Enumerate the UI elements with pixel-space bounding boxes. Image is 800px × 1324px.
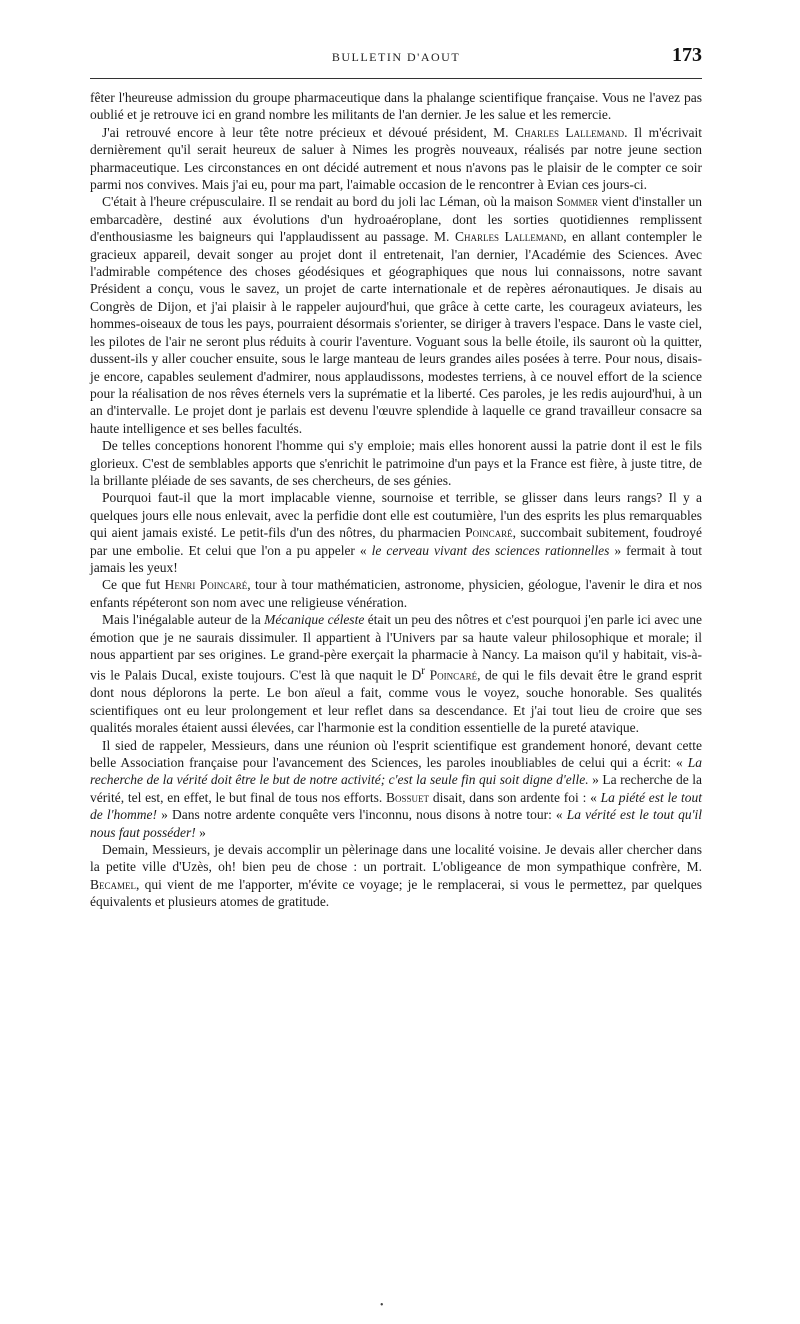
text-run: »	[195, 824, 206, 840]
text-run: » La recherche de la vérité, tel est, en effet, le but final de tous nos efforts.	[90, 772, 702, 805]
text-run: De telles conceptions honorent l'homme qui s'y emploie; mais elles honorent aussi la patrie dont il est le fils glorieux. C'est de semblables apports que s'enrichit le patrimoine d'un pays et la France est fière, à juste titre, de la brillante pléiade de ses savants, de ses chercheurs, de ses génies.	[90, 438, 702, 488]
paragraph	[90, 576, 702, 611]
text-run: J'ai retrouvé encore à leur tête notre précieux et dévoué président, M.	[102, 124, 515, 140]
text-run: Pourquoi faut-il que la mort implacable vienne, sournoise et terrible, se glisser dans leurs rangs? Il y a quelques jours elle nous enlevait, avec la perfidie dont elle est coutumière, l'un des esprits les plus remarquables qui aient jamais existé. Le petit-fils d'un des nôtres, du pharmacien	[90, 490, 702, 541]
text-run: . Il m'écrivait dernièrement qu'il serait heureux de saluer à Nimes les progrès nouveaux, réalisés par notre jeune section pharmaceutique. Les circonstances en ont décidé autrement et nous n'avons pas le plaisir de le compter ce soir parmi nos convives. Mais j'ai eu, pour ma part, l'aimable occasion de le rencontrer à Evian ces jours-ci.	[90, 124, 702, 193]
text-run: Demain, Messieurs, je devais accomplir un pèlerinage dans une localité voisine. Je devais aller chercher dans la petite ville d'Uzès, oh! bien peu de chose : un portrait. L'obligeance de mon sympathique confrère, M.	[90, 841, 702, 875]
body-text	[90, 89, 702, 911]
text-run: Il sied de rappeler, Messieurs, dans une réunion où l'esprit scientifique est grandement honoré, devant cette belle Association française pour l'avancement des Sciences, les paroles inoubliables de celui qui a écrit: «	[90, 737, 702, 770]
proper-name: Poincaré	[429, 667, 478, 683]
text-run: , de qui le fils devait être le grand esprit dont nous déplorons la perte. Le bon aïeul a fait, comme vous le voyez, souche honorable. Ses qualités scientifiques ont eu leur prolongement et leur reflet dans sa descendance. Et j'ai tout lieu de croire que ses qualités morales étaient aussi élevées, car l'harmonie est la condition essentielle de la pureté atavique.	[90, 667, 703, 736]
proper-name: Henri Poincaré	[164, 577, 248, 593]
text-run: fêter l'heureuse admission du groupe pharmaceutique dans la phalange scientifique française. Vous ne l'avez pas oublié et je retrouve ici en grand nombre les militants de l'an dernier. Je les salue et les remercie.	[90, 90, 702, 123]
proper-name: Becamel	[90, 876, 137, 892]
text-run: , tour à tour mathématicien, astronome, physicien, géologue, l'avenir le dira et nos enfants répéteront son nom avec une religieuse vénération.	[90, 577, 702, 610]
italic-text: La vérité est le tout qu'il nous faut posséder!	[90, 807, 702, 840]
text-run: » Dans notre ardente conquête vers l'inconnu, nous disons à notre tour: «	[156, 807, 567, 823]
paragraph	[90, 489, 702, 576]
paragraph	[90, 737, 702, 841]
text-run: C'était à l'heure crépusculaire. Il se rendait au bord du joli lac Léman, où la maison	[102, 194, 557, 210]
proper-name: Poincaré	[465, 525, 513, 541]
page	[90, 44, 702, 911]
paragraph	[90, 611, 702, 736]
italic-text: le cerveau vivant des sciences rationnelles	[371, 542, 610, 558]
text-run: était un peu des nôtres et c'est pourquoi j'en parle ici avec une émotion que je ne saurais dissimuler. Il appartient à l'Univers par sa haute valeur philosophique et morale; il nous appartient par ses origines. Le grand-père exerçait la pharmacie à Nancy. La maison qu'il y habitait, vis-à-vis le Palais Ducal, existe toujours. C'est là que naquit le D	[90, 612, 702, 683]
text-run: , succombait subitement, foudroyé par une embolie. Et celui que l'on a pu appeler «	[90, 525, 702, 558]
paragraph	[90, 193, 702, 437]
text-run: , en allant contempler le gracieux appareil, devait songer au projet dont il entretenait, l'an dernier, l'Académie des Sciences. Avec l'admirable compétence des choses géodésiques et géographiques que nous lui connaissons, notre savant Président a conçu, vous le savez, un projet de carte internationale et de repères aéronautiques. Je disais au Congrès de Dijon, et j'ai plaisir à le rappeler aujourd'hui, que grâce à cette carte, les courageux aviateurs, les hommes-oiseaux de tous les pays, pourraient désormais s'orienter, se diriger à travers l'espace. Dans le vaste ciel, les pilotes de l'air ne seront plus réduits à courir l'aventure. Voguant sous la belle étoile, ils sauront où la quitter, dussent-ils y aller coucher ensuite, sous le large manteau de leurs grandes ailes posées à terre. Pour nous, disais-je encore, capables seulement d'admirer, nous applaudissons, modestes terriens, à ce nouvel effort de la science pour la réalisation de nos rêves éternels vers la suprématie et la liberté. Ces paroles, je les redis aujourd'hui, à un an d'intervalle. Le projet dont je parlais est devenu l'œuvre splendide à laquelle ce grand travailleur consacre sa haute intelligence et ses belles facultés.	[90, 229, 702, 436]
running-title: BULLETIN D'AOUT	[331, 50, 461, 64]
proper-name: Charles Lallemand	[454, 229, 564, 245]
page-number: 173	[672, 44, 702, 66]
text-run: Mais l'inégalable auteur de la	[102, 612, 265, 628]
paragraph	[90, 437, 702, 489]
text-run: disait, dans son ardente foi : «	[429, 789, 601, 805]
proper-name: Bossuet	[386, 789, 430, 805]
italic-text: La recherche de la vérité doit être le but de notre activité; c'est la seule fin qui soit digne d'elle.	[90, 754, 702, 788]
proper-name: Charles Lallemand	[514, 124, 625, 140]
text-run: , qui vient de me l'apporter, m'évite ce voyage; je le remplacerai, si vous le permettez, par quelques équivalents et plusieurs atomes de gratitude.	[90, 876, 702, 910]
text-run: » fermait à tout jamais les yeux!	[90, 542, 702, 575]
paragraph	[90, 89, 702, 124]
paragraph	[90, 124, 702, 194]
text-run: vient d'installer un embarcadère, destiné aux évolutions d'un hydroaéroplane, dont les sorties quotidiennes remplissent d'enthousiasme les baigneurs qui l'applaudissent au passage. M.	[90, 194, 703, 245]
paragraph	[90, 841, 702, 911]
italic-text: La piété est le tout de l'homme!	[90, 789, 703, 823]
page-header	[90, 44, 702, 72]
header-rule	[90, 78, 702, 79]
italic-text: Mécanique céleste	[264, 612, 365, 628]
text-run: Ce que fut	[102, 577, 165, 593]
footer-mark: •	[380, 1300, 384, 1311]
text-run: r	[421, 665, 426, 678]
proper-name: Sommer	[556, 194, 599, 210]
